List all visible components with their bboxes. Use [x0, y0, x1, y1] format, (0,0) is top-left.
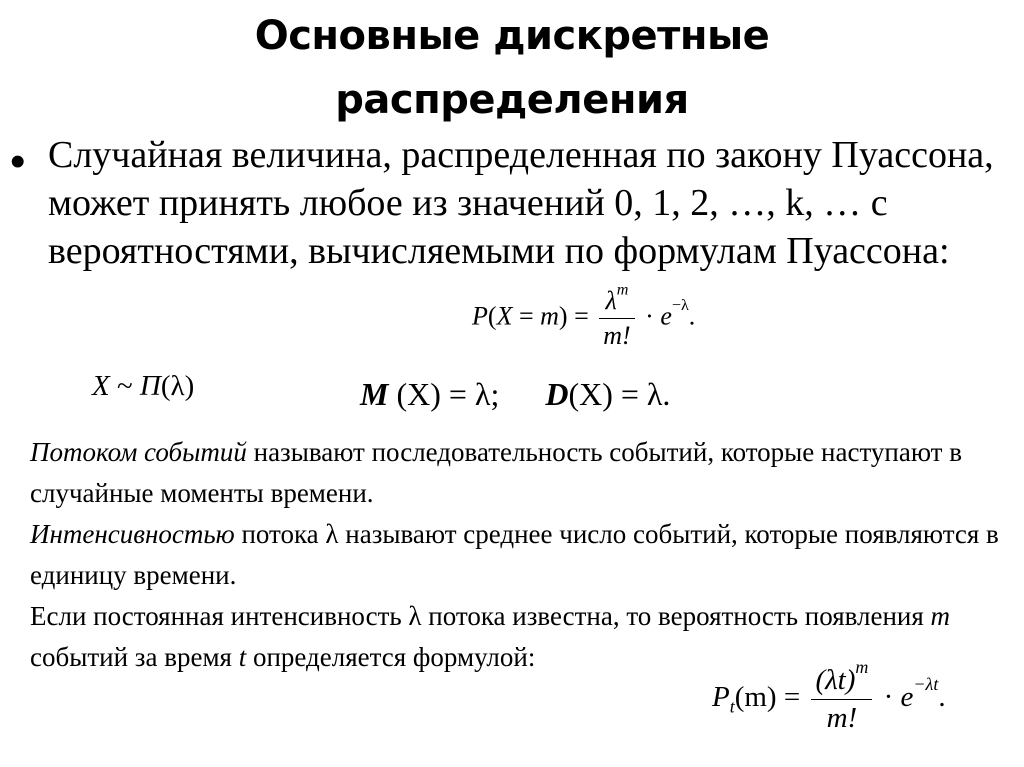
paragraph-probability-part2: событий за время — [30, 642, 239, 672]
flow-period: . — [938, 681, 946, 714]
paragraph-var-t: t — [238, 642, 247, 672]
paragraph-intensity-text: потока λ называют среднее число событий, которые появляются в единицу времени. — [30, 519, 999, 590]
fraction-denominator: m! — [603, 321, 631, 350]
poisson-fraction — [599, 281, 634, 351]
notation-x: X — [92, 370, 110, 402]
formula-period: . — [688, 301, 696, 331]
fraction-lambda: λ — [605, 286, 617, 315]
slide-title — [0, 4, 1024, 132]
flow-arg: (m) = — [734, 681, 808, 714]
bullet-text: Случайная величина, распределенная по закону Пуассона, может принять любое из значений 0, 1, 2, …, k, … с вероятностями, вычисляемыми по формулам Пуассона: — [48, 134, 994, 272]
poisson-formula — [472, 281, 696, 351]
poisson-notation — [92, 370, 194, 403]
flow-numerator-exponent: m — [855, 656, 869, 677]
formula-dot: · — [638, 301, 661, 331]
fraction-exponent: m — [616, 281, 629, 299]
formula-e: e — [660, 301, 672, 331]
formula-p: P — [472, 301, 488, 331]
flow-p-subscript: t — [729, 696, 735, 717]
flow-numerator: (λt) — [815, 664, 856, 696]
flow-e-exponent: −λt — [913, 673, 939, 694]
paragraph-var-m: m — [930, 601, 951, 631]
paragraph-flow — [30, 432, 1015, 514]
body-text — [30, 432, 1015, 678]
notation-tilde: ~ — [109, 370, 140, 402]
notation-pi: Π — [139, 370, 161, 402]
paragraph-probability-part1: Если постоянная интенсивность λ потока известна, то вероятность появления — [30, 601, 931, 631]
formula-var-m: m — [540, 301, 559, 331]
paragraph-probability-part3: определяется формулой: — [246, 642, 536, 672]
formula-paren-close: ) = — [558, 301, 596, 331]
paragraph-intensity — [30, 514, 1015, 596]
title-line-2: распределения — [335, 77, 689, 123]
term-intensity: Интенсивностью — [30, 519, 235, 549]
bullet-marker: • — [10, 137, 26, 186]
flow-p: P — [712, 681, 730, 714]
flow-formula — [712, 656, 946, 735]
term-flow: Потоком событий — [30, 437, 247, 467]
moments-formula — [360, 376, 670, 413]
flow-denominator: m! — [826, 702, 858, 734]
moments-m-arg: (X) = λ; — [388, 376, 500, 412]
formula-paren-open: ( — [487, 301, 497, 331]
moments-d-arg: (X) = λ. — [568, 376, 671, 412]
title-line-1: Основные дискретные — [254, 13, 770, 59]
flow-fraction — [811, 656, 872, 735]
flow-dot: · — [876, 681, 901, 714]
moments-d: D — [545, 376, 569, 412]
formula-var-x: X — [496, 301, 513, 331]
paragraph-flow-text: называют последовательность событий, которые наступают в случайные моменты времени. — [30, 437, 962, 508]
notation-param: (λ) — [160, 370, 195, 402]
flow-e: e — [900, 681, 914, 714]
formula-equals: = — [512, 301, 541, 331]
formula-e-exponent: −λ — [671, 296, 689, 314]
moments-m: M — [360, 376, 389, 412]
